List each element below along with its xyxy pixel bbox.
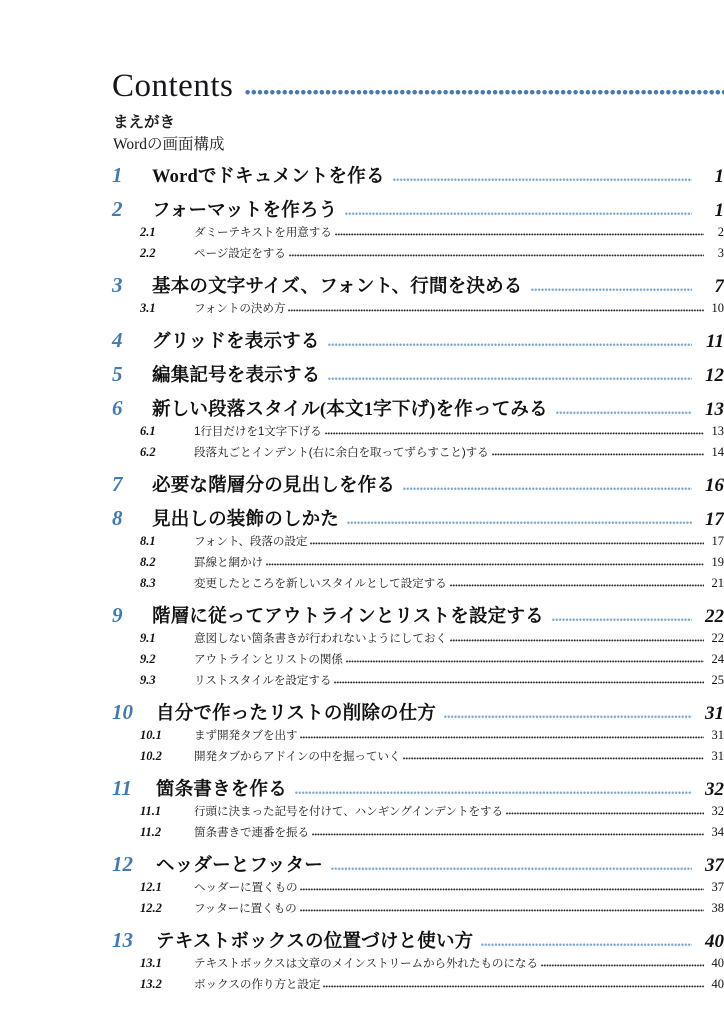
section-number: 2.2 [140, 246, 156, 260]
chapter-page-number: 1 [714, 200, 724, 221]
section-page-number: 3 [717, 246, 724, 260]
chapter-dot-leader [347, 521, 692, 525]
toc-chapter-row[interactable] [112, 272, 724, 300]
chapter-title[interactable]: 編集記号を表示する [152, 366, 321, 386]
section-number: 11.2 [140, 825, 162, 839]
section-title[interactable]: 1行目だけを1文字下げる [194, 425, 322, 438]
section-title[interactable]: ダミーテキストを用意する [194, 226, 332, 239]
toc-chapter-row[interactable] [112, 775, 724, 803]
section-dot-leader [334, 681, 704, 684]
section-number: 12.2 [140, 901, 162, 915]
section-page-number: 38 [711, 901, 724, 915]
section-number: 2.1 [140, 225, 156, 239]
section-dot-leader [506, 812, 704, 815]
section-page-number: 31 [711, 749, 724, 763]
section-dot-leader [288, 309, 704, 312]
chapter-page-number: 7 [714, 276, 724, 297]
chapter-title[interactable]: 新しい段落スタイル(本文1字下げ)を作ってみる [152, 400, 548, 420]
section-title[interactable]: フォントの決め方 [194, 302, 286, 315]
chapter-number: 11 [112, 776, 132, 800]
chapter-page-number: 22 [705, 606, 724, 627]
toc-section-row[interactable] [112, 900, 724, 921]
toc-section-row[interactable] [112, 976, 724, 997]
chapter-dot-leader [481, 943, 692, 947]
section-title[interactable]: テキストボックスは文章のメインストリームから外れたものになる [194, 957, 538, 970]
section-title[interactable]: 開発タブからアドインの中を掘っていく [194, 750, 401, 763]
chapter-page-number: 40 [705, 931, 724, 952]
toc-chapter-row[interactable] [112, 395, 724, 423]
section-dot-leader [403, 757, 704, 760]
chapter-number: 7 [112, 472, 123, 496]
section-number: 3.1 [140, 301, 156, 315]
toc-section-row[interactable] [112, 575, 724, 596]
toc-section-row[interactable] [112, 224, 724, 245]
toc-chapter-row[interactable] [112, 851, 724, 879]
toc-section-row[interactable] [112, 245, 724, 266]
front-matter-item[interactable]: まえがき [113, 114, 176, 131]
chapter-page-number: 17 [705, 509, 724, 530]
section-title[interactable]: リストスタイルを設定する [194, 674, 332, 687]
toc-section-row[interactable] [112, 444, 724, 465]
section-number: 12.1 [140, 880, 162, 894]
chapter-dot-leader [295, 791, 692, 795]
section-title[interactable]: フォント、段落の設定 [194, 535, 308, 548]
chapter-dot-leader [393, 178, 692, 182]
chapter-title[interactable]: 基本の文字サイズ、フォント、行間を決める [152, 277, 523, 297]
chapter-title[interactable]: 自分で作ったリストの削除の仕方 [156, 704, 437, 724]
section-page-number: 17 [711, 534, 724, 548]
toc-section-row[interactable] [112, 630, 724, 651]
section-page-number: 10 [711, 301, 724, 315]
chapter-number: 6 [112, 396, 123, 420]
chapter-title[interactable]: Wordでドキュメントを作る [152, 167, 385, 187]
section-number: 8.2 [140, 555, 156, 569]
section-title[interactable]: アウトラインとリストの関係 [194, 653, 343, 666]
chapter-page-number: 32 [705, 779, 724, 800]
section-title[interactable]: フッターに置くもの [194, 902, 297, 915]
chapter-number: 9 [112, 603, 123, 627]
toc-section-row[interactable] [112, 748, 724, 769]
section-page-number: 19 [711, 555, 724, 569]
section-title[interactable]: 変更したところを新しいスタイルとして設定する [194, 577, 447, 590]
section-dot-leader [266, 563, 704, 566]
section-dot-leader [450, 584, 704, 587]
section-page-number: 34 [711, 825, 724, 839]
section-title[interactable]: ヘッダーに置くもの [194, 881, 298, 894]
section-number: 8.1 [140, 534, 156, 548]
chapter-number: 13 [112, 928, 133, 952]
section-title[interactable]: 段落丸ごとインデント(右に余白を取ってずらすこと)する [194, 446, 489, 459]
section-number: 9.1 [140, 631, 156, 645]
toc-section-row[interactable] [112, 879, 724, 900]
toc-section-row[interactable] [112, 300, 724, 321]
toc-section-row[interactable] [112, 554, 724, 575]
section-page-number: 37 [711, 880, 724, 894]
section-page-number: 22 [711, 631, 724, 645]
section-page-number: 31 [711, 728, 724, 742]
section-number: 9.2 [140, 652, 156, 666]
section-dot-leader [325, 432, 704, 435]
toc-section-row[interactable] [112, 672, 724, 693]
chapter-page-number: 31 [705, 703, 724, 724]
toc-entry-list [112, 162, 724, 997]
chapter-page-number: 11 [706, 331, 724, 352]
chapter-number: 12 [112, 852, 133, 876]
chapter-dot-leader [331, 867, 692, 871]
chapter-dot-leader [552, 618, 692, 622]
chapter-title[interactable]: 階層に従ってアウトラインとリストを設定する [152, 607, 544, 627]
toc-section-row[interactable] [112, 423, 724, 444]
section-dot-leader [450, 639, 704, 642]
section-number: 10.2 [140, 749, 162, 763]
chapter-page-number: 12 [705, 365, 724, 386]
section-page-number: 13 [711, 424, 724, 438]
chapter-title[interactable]: ヘッダーとフッター [156, 856, 324, 876]
chapter-dot-leader [328, 343, 692, 347]
section-title[interactable]: 罫線と網かけ [194, 556, 263, 569]
section-dot-leader [335, 233, 704, 236]
toc-section-row[interactable] [112, 533, 724, 554]
section-dot-leader [323, 985, 704, 988]
toc-section-row[interactable] [112, 727, 724, 748]
section-dot-leader [346, 660, 704, 663]
chapter-title[interactable]: 見出しの装飾のしかた [152, 510, 340, 530]
chapter-number: 10 [112, 700, 133, 724]
toc-section-row[interactable] [112, 824, 724, 845]
section-dot-leader [541, 964, 704, 967]
title-dot-leader [245, 89, 724, 96]
chapter-number: 1 [112, 163, 123, 187]
section-number: 8.3 [140, 576, 156, 590]
chapter-number: 3 [112, 273, 123, 297]
section-number: 13.1 [140, 956, 162, 970]
section-dot-leader [312, 833, 704, 836]
section-page-number: 25 [711, 673, 724, 687]
chapter-page-number: 16 [705, 475, 724, 496]
section-page-number: 21 [711, 576, 724, 590]
section-title[interactable]: 箇条書きで連番を振る [194, 826, 309, 839]
toc-chapter-row[interactable] [112, 196, 724, 224]
chapter-title[interactable]: グリッドを表示する [152, 332, 320, 352]
toc-chapter-row[interactable] [112, 361, 724, 389]
section-dot-leader [289, 254, 704, 257]
chapter-number: 5 [112, 362, 123, 386]
section-number: 6.1 [140, 424, 156, 438]
section-page-number: 2 [717, 225, 724, 239]
front-matter-item[interactable]: Wordの画面構成 [113, 136, 225, 153]
toc-chapter-row[interactable] [112, 927, 724, 955]
page-title: Contents [112, 68, 234, 104]
chapter-page-number: 1 [714, 166, 724, 187]
chapter-number: 2 [112, 197, 123, 221]
section-title[interactable]: 意図しない箇条書きが行われないようにしておく [194, 632, 447, 645]
chapter-title[interactable]: フォーマットを作ろう [152, 201, 338, 221]
toc-chapter-row[interactable] [112, 699, 724, 727]
chapter-dot-leader [531, 288, 693, 292]
chapter-dot-leader [328, 377, 692, 381]
chapter-page-number: 37 [705, 855, 724, 876]
toc-section-row[interactable] [112, 955, 724, 976]
section-number: 13.2 [140, 977, 162, 991]
chapter-dot-leader [403, 487, 692, 491]
section-dot-leader [300, 909, 704, 912]
section-title[interactable]: まず開発タブを出す [194, 729, 298, 742]
section-page-number: 32 [711, 804, 724, 818]
toc-chapter-row[interactable] [112, 505, 724, 533]
chapter-number: 8 [112, 506, 123, 530]
section-number: 10.1 [140, 728, 162, 742]
section-page-number: 14 [711, 445, 724, 459]
section-number: 11.1 [140, 804, 162, 818]
section-title[interactable]: ページ設定をする [194, 247, 286, 260]
section-page-number: 40 [711, 977, 724, 991]
toc-content [112, 70, 724, 997]
chapter-dot-leader [556, 411, 692, 415]
toc-chapter-row[interactable] [112, 471, 724, 499]
chapter-title[interactable]: 必要な階層分の見出しを作る [152, 476, 396, 496]
section-number: 9.3 [140, 673, 156, 687]
section-dot-leader [300, 736, 704, 739]
section-dot-leader [492, 453, 704, 456]
toc-chapter-row[interactable] [112, 162, 724, 190]
section-dot-leader [300, 888, 704, 891]
toc-chapter-row[interactable] [112, 327, 724, 355]
section-page-number: 24 [711, 652, 724, 666]
section-title[interactable]: 行頭に決まった記号を付けて、ハンギングインデントをする [194, 805, 503, 818]
chapter-dot-leader [345, 212, 692, 216]
chapter-title[interactable]: テキストボックスの位置づけと使い方 [156, 932, 474, 952]
chapter-title[interactable]: 箇条書きを作る [156, 780, 287, 800]
chapter-dot-leader [444, 715, 692, 719]
toc-title-row [112, 70, 724, 112]
section-number: 6.2 [140, 445, 156, 459]
chapter-number: 4 [112, 328, 123, 352]
toc-chapter-row[interactable] [112, 602, 724, 630]
section-dot-leader [310, 542, 704, 545]
front-matter-list [112, 112, 724, 156]
toc-section-row[interactable] [112, 803, 724, 824]
chapter-page-number: 13 [705, 399, 724, 420]
section-page-number: 40 [711, 956, 724, 970]
section-title[interactable]: ボックスの作り方と設定 [194, 978, 321, 991]
toc-section-row[interactable] [112, 651, 724, 672]
